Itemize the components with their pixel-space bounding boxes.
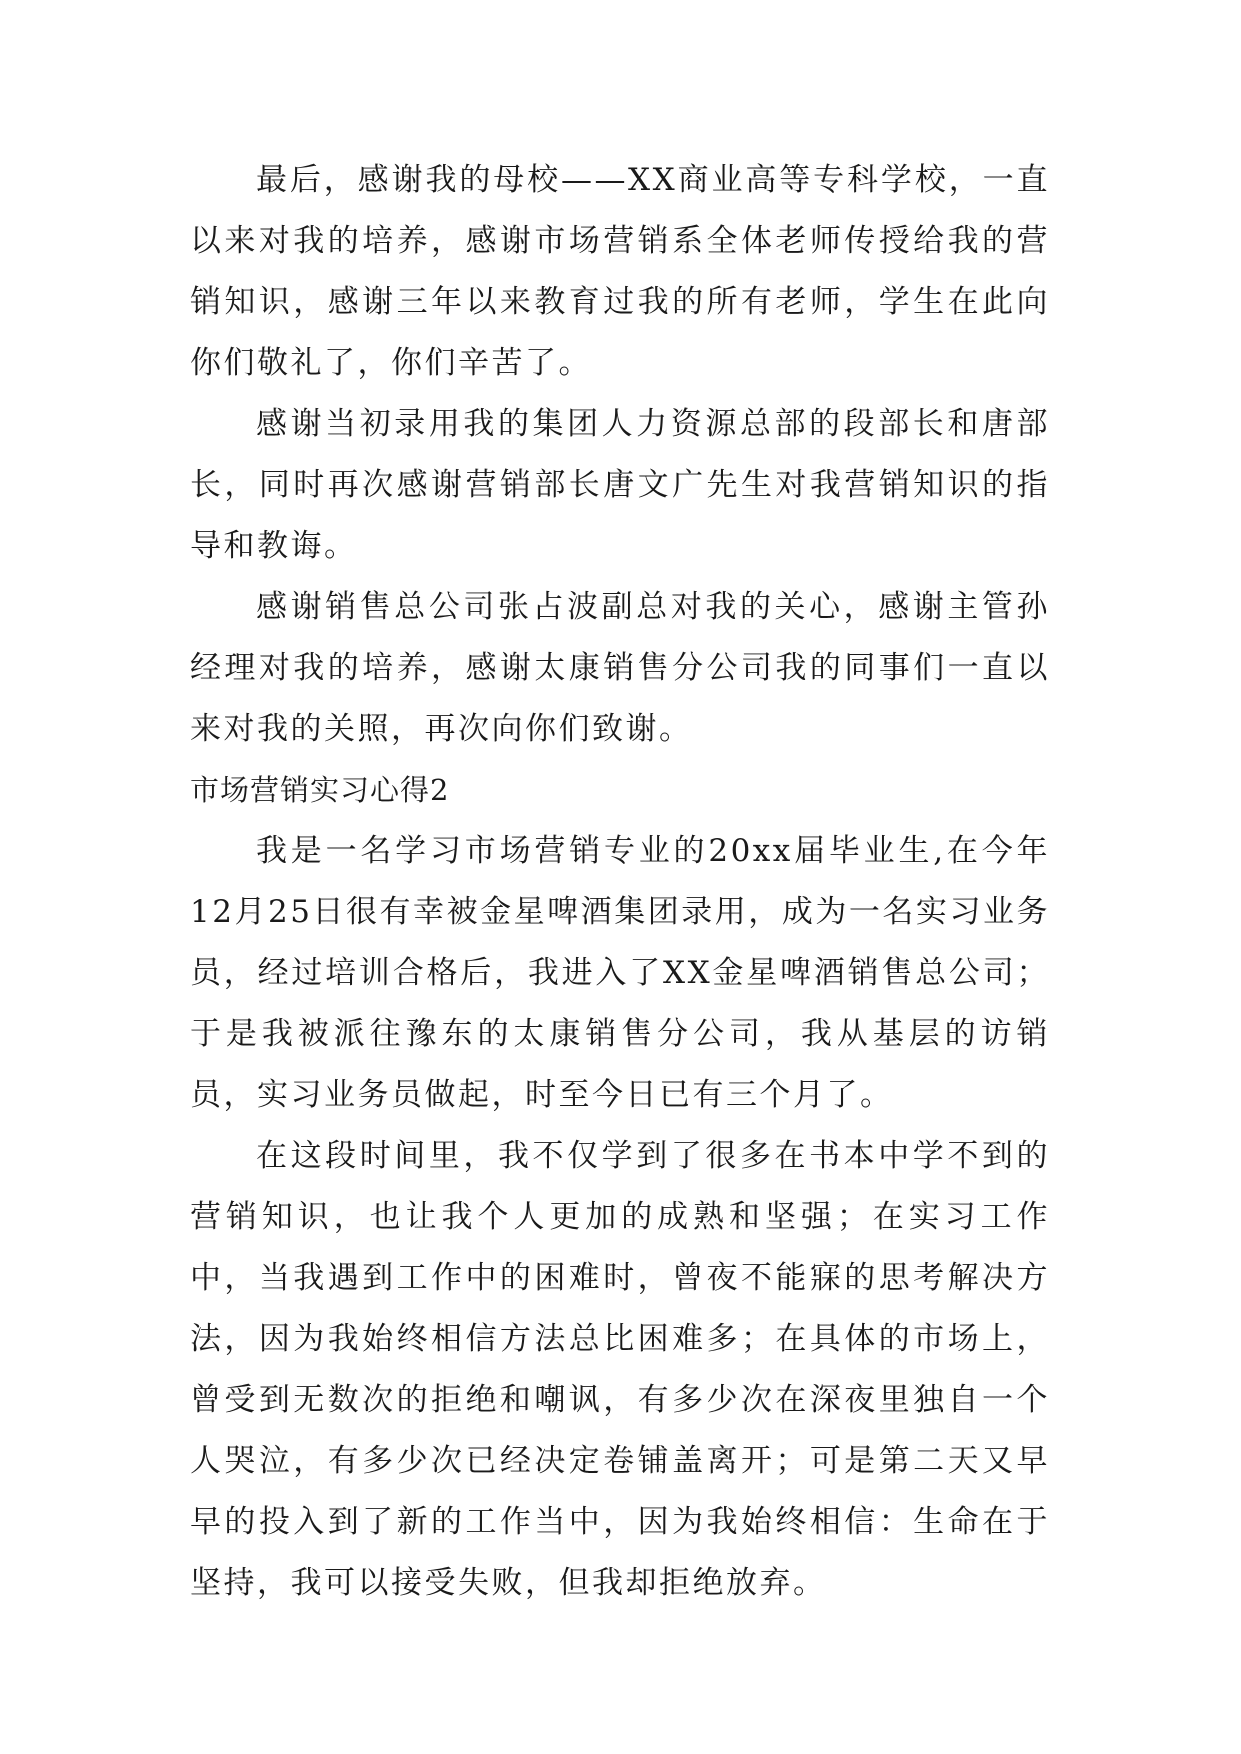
paragraph-thanks-school: 最后，感谢我的母校——XX商业高等专科学校，一直以来对我的培养，感谢市场营销系全体老师传授给我的营销知识，感谢三年以来教育过我的所有老师，学生在此向你们敬礼了，你们辛苦了。 — [190, 162, 1050, 381]
paragraph-thanks-sales-company: 感谢销售总公司张占波副总对我的关心，感谢主管孙经理对我的培养，感谢太康销售分公司我的同事们一直以来对我的关照，再次向你们致谢。 — [190, 589, 1050, 747]
paragraph-intro: 我是一名学习市场营销专业的20xx届毕业生,在今年12月25日很有幸被金星啤酒集团录用，成为一名实习业务员，经过培训合格后，我进入了XX金星啤酒销售总公司；于是我被派往豫东的太康销售分公司，我从基层的访销员，实习业务员做起，时至今日已有三个月了。 — [190, 833, 1050, 1113]
paragraph-thanks-hr: 感谢当初录用我的集团人力资源总部的段部长和唐部长，同时再次感谢营销部长唐文广先生对我营销知识的指导和教诲。 — [190, 406, 1050, 564]
section-heading: 市场营销实习心得2 — [190, 773, 450, 807]
paragraph-experience: 在这段时间里，我不仅学到了很多在书本中学不到的营销知识，也让我个人更加的成熟和坚强；在实习工作中，当我遇到工作中的困难时，曾夜不能寐的思考解决方法，因为我始终相信方法总比困难多；在具体的市场上，曾受到无数次的拒绝和嘲讽，有多少次在深夜里独自一个人哭泣，有多少次已经决定卷铺盖离开；可是第二天又早早的投入到了新的工作当中，因为我始终相信：生命在于坚持，我可以接受失败，但我却拒绝放弃。 — [190, 1138, 1050, 1601]
document-body — [190, 150, 1050, 1614]
